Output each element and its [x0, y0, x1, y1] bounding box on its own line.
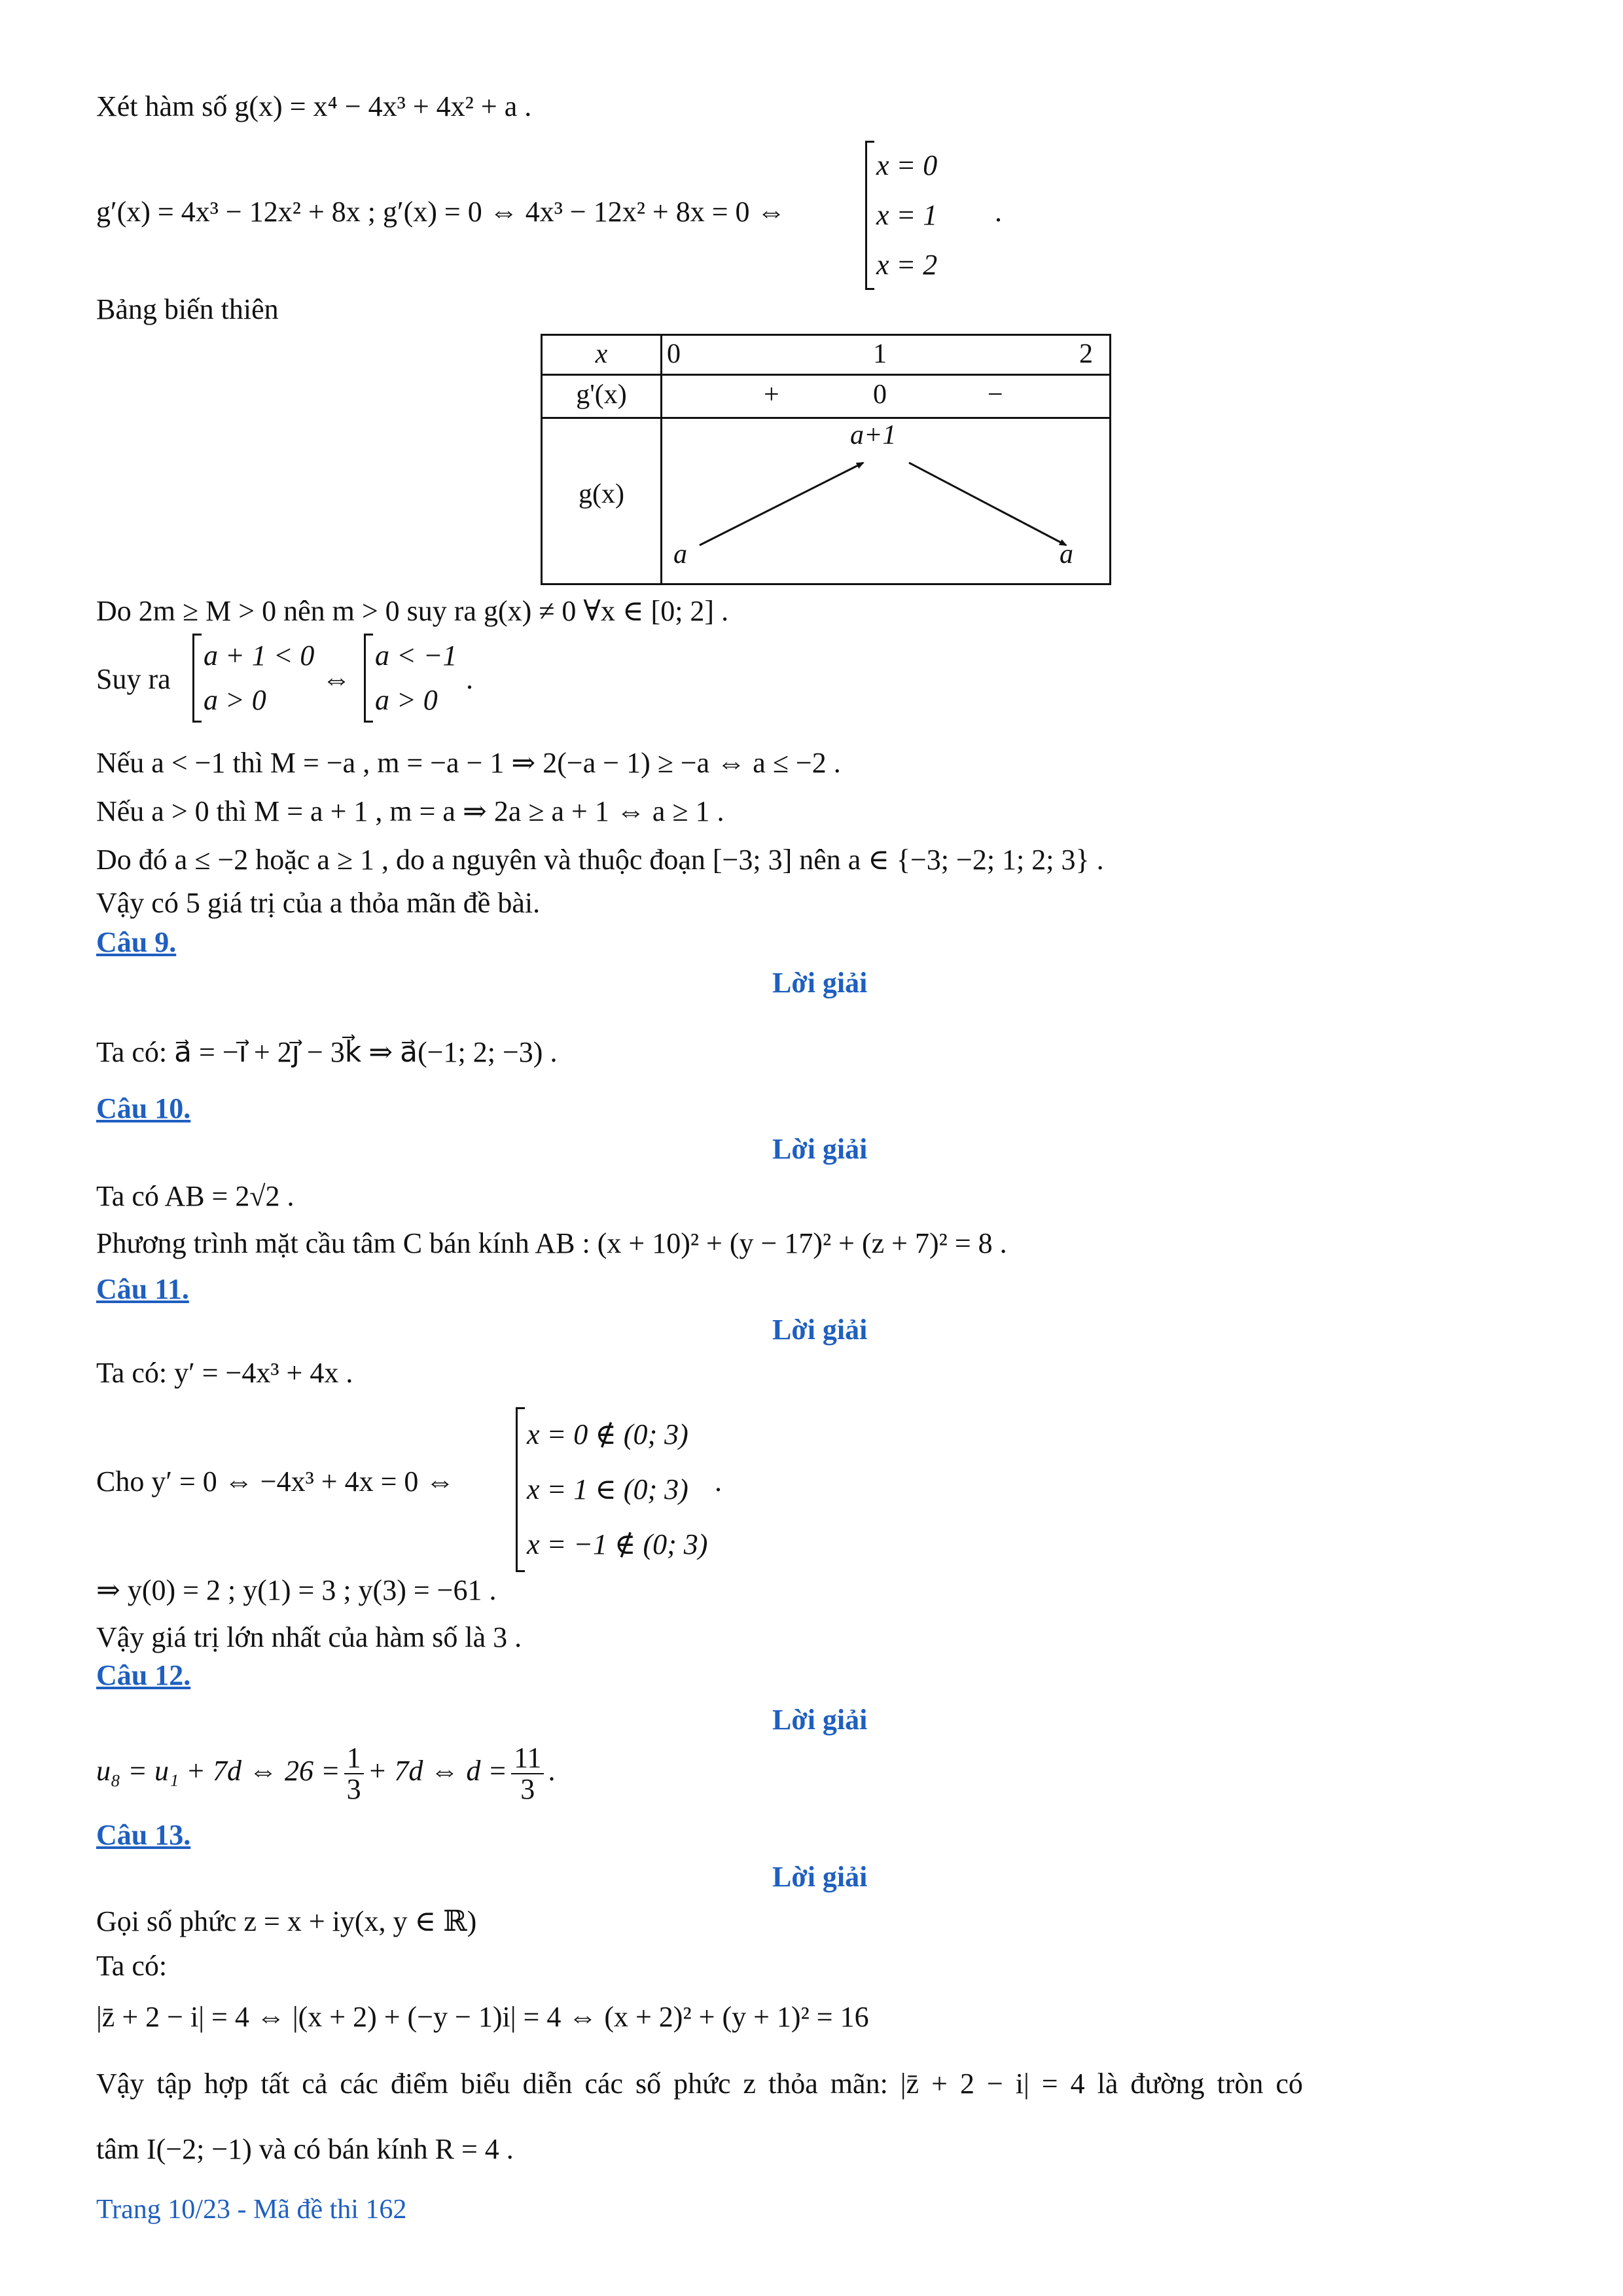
text-line: Suy ra: [96, 663, 171, 695]
text-line: Do 2m ≥ M > 0 nên m > 0 suy ra g(x) ≠ 0 ∀x ∈ [0; 2] .: [96, 595, 729, 627]
text-line: Ta có AB = 2√2 .: [96, 1180, 294, 1212]
formula-part: .: [548, 1755, 556, 1787]
text-line: g′(x) = 4x³ − 12x² + 8x ; g′(x) = 0 ⇔ 4x³ − 12x² + 8x = 0 ⇔: [96, 196, 786, 228]
case-line: a > 0: [204, 684, 266, 716]
row-label-x: x: [595, 339, 608, 369]
fraction: [344, 1743, 364, 1804]
case-line: x = 0 ∉ (0; 3): [527, 1418, 688, 1450]
equivalence-symbol: ⇔: [322, 663, 351, 695]
question-heading: Câu 10.: [96, 1092, 191, 1124]
solution-label: Lời giải: [772, 1133, 868, 1165]
function-value: a+1: [850, 420, 897, 450]
function-value: a: [673, 539, 687, 569]
text-line: tâm I(−2; −1) và có bán kính R = 4 .: [96, 2133, 514, 2165]
x-value: 1: [873, 339, 887, 369]
condition-cases: [192, 634, 314, 723]
question-heading: Câu 9.: [96, 926, 177, 958]
question-heading: Câu 12.: [96, 1659, 191, 1691]
question-heading: Câu 13.: [96, 1819, 191, 1851]
sign: 0: [873, 380, 887, 410]
text-line: Gọi số phức z = x + iy(x, y ∈ ℝ): [96, 1905, 477, 1937]
formula-part: u₈ = u₁ + 7d ⇔ 26 =: [96, 1755, 340, 1787]
text-line: Ta có: a⃗ = −i⃗ + 2j⃗ − 3k⃗ ⇒ a⃗(−1; 2; −3) .: [96, 1036, 558, 1068]
text-line: Nếu a < −1 thì M = −a , m = −a − 1 ⇒ 2(−a − 1) ≥ −a ⇔ a ≤ −2 .: [96, 747, 841, 779]
text-line: Cho y′ = 0 ⇔ −4x³ + 4x = 0 ⇔: [96, 1465, 455, 1498]
question-heading: Câu 11.: [96, 1273, 189, 1305]
page-footer: Trang 10/23 - Mã đề thi 162: [96, 2195, 407, 2225]
text-line: |z̄ + 2 − i| = 4 ⇔ |(x + 2) + (−y − 1)i| = 4 ⇔ (x + 2)² + (y + 1)² = 16: [96, 2001, 869, 2033]
punctuation: .: [995, 196, 1002, 228]
function-value: a: [1060, 539, 1073, 569]
text-line: Vậy giá trị lớn nhất của hàm số là 3 .: [96, 1621, 522, 1653]
case-line: a < −1: [375, 639, 457, 672]
solution-cases: [516, 1407, 707, 1572]
case-line: x = 1: [876, 199, 938, 231]
solution-label: Lời giải: [772, 967, 868, 999]
increase-arrow: [700, 463, 863, 545]
solution-cases: [865, 141, 937, 290]
formula-part: + 7d ⇔ d =: [367, 1755, 508, 1787]
row-label-derivative: g'(x): [576, 380, 627, 410]
text-line: Ta có: y′ = −4x³ + 4x .: [96, 1357, 353, 1389]
variation-arrows: [543, 336, 1109, 583]
variation-table: [541, 334, 1111, 585]
fraction-denominator: 3: [346, 1772, 361, 1805]
x-value: 0: [667, 339, 681, 369]
text-line: Xét hàm số g(x) = x⁴ − 4x³ + 4x² + a .: [96, 90, 532, 122]
formula-line: [96, 1738, 555, 1804]
solution-label: Lời giải: [772, 1861, 868, 1893]
case-line: a > 0: [375, 684, 438, 716]
fraction-numerator: 1: [344, 1743, 364, 1774]
sign: +: [764, 380, 779, 410]
text-line: Ta có:: [96, 1950, 168, 1982]
text-line: ⇒ y(0) = 2 ; y(1) = 3 ; y(3) = −61 .: [96, 1574, 497, 1606]
condition-cases: [364, 634, 457, 723]
solution-label: Lời giải: [772, 1314, 868, 1346]
solution-label: Lời giải: [772, 1704, 868, 1736]
text-line: Bảng biến thiên: [96, 293, 279, 325]
sign: −: [988, 380, 1003, 410]
fraction-denominator: 3: [520, 1772, 535, 1805]
case-line: x = 0: [876, 149, 938, 181]
case-line: x = 2: [876, 249, 938, 281]
case-line: x = −1 ∉ (0; 3): [527, 1528, 708, 1560]
text-line: Vậy có 5 giá trị của a thỏa mãn đề bài.: [96, 887, 541, 919]
text-line: Nếu a > 0 thì M = a + 1 , m = a ⇒ 2a ≥ a + 1 ⇔ a ≥ 1 .: [96, 795, 724, 827]
fraction: [511, 1743, 544, 1804]
punctuation: .: [715, 1465, 722, 1498]
case-line: x = 1 ∈ (0; 3): [527, 1473, 688, 1505]
row-label-function: g(x): [579, 479, 624, 509]
case-line: a + 1 < 0: [204, 639, 315, 672]
punctuation: .: [466, 663, 473, 695]
text-line: Vậy tập hợp tất cả các điểm biểu diễn các số phức z thỏa mãn: |z̄ + 2 − i| = 4 là đường tròn có: [96, 2068, 1303, 2100]
fraction-numerator: 11: [511, 1743, 544, 1774]
x-value: 2: [1079, 339, 1093, 369]
decrease-arrow: [909, 463, 1066, 545]
text-line: Phương trình mặt cầu tâm C bán kính AB : (x + 10)² + (y − 17)² + (z + 7)² = 8 .: [96, 1227, 1007, 1259]
text-line: Do đó a ≤ −2 hoặc a ≥ 1 , do a nguyên và thuộc đoạn [−3; 3] nên a ∈ {−3; −2; 1; 2; 3} .: [96, 844, 1104, 876]
